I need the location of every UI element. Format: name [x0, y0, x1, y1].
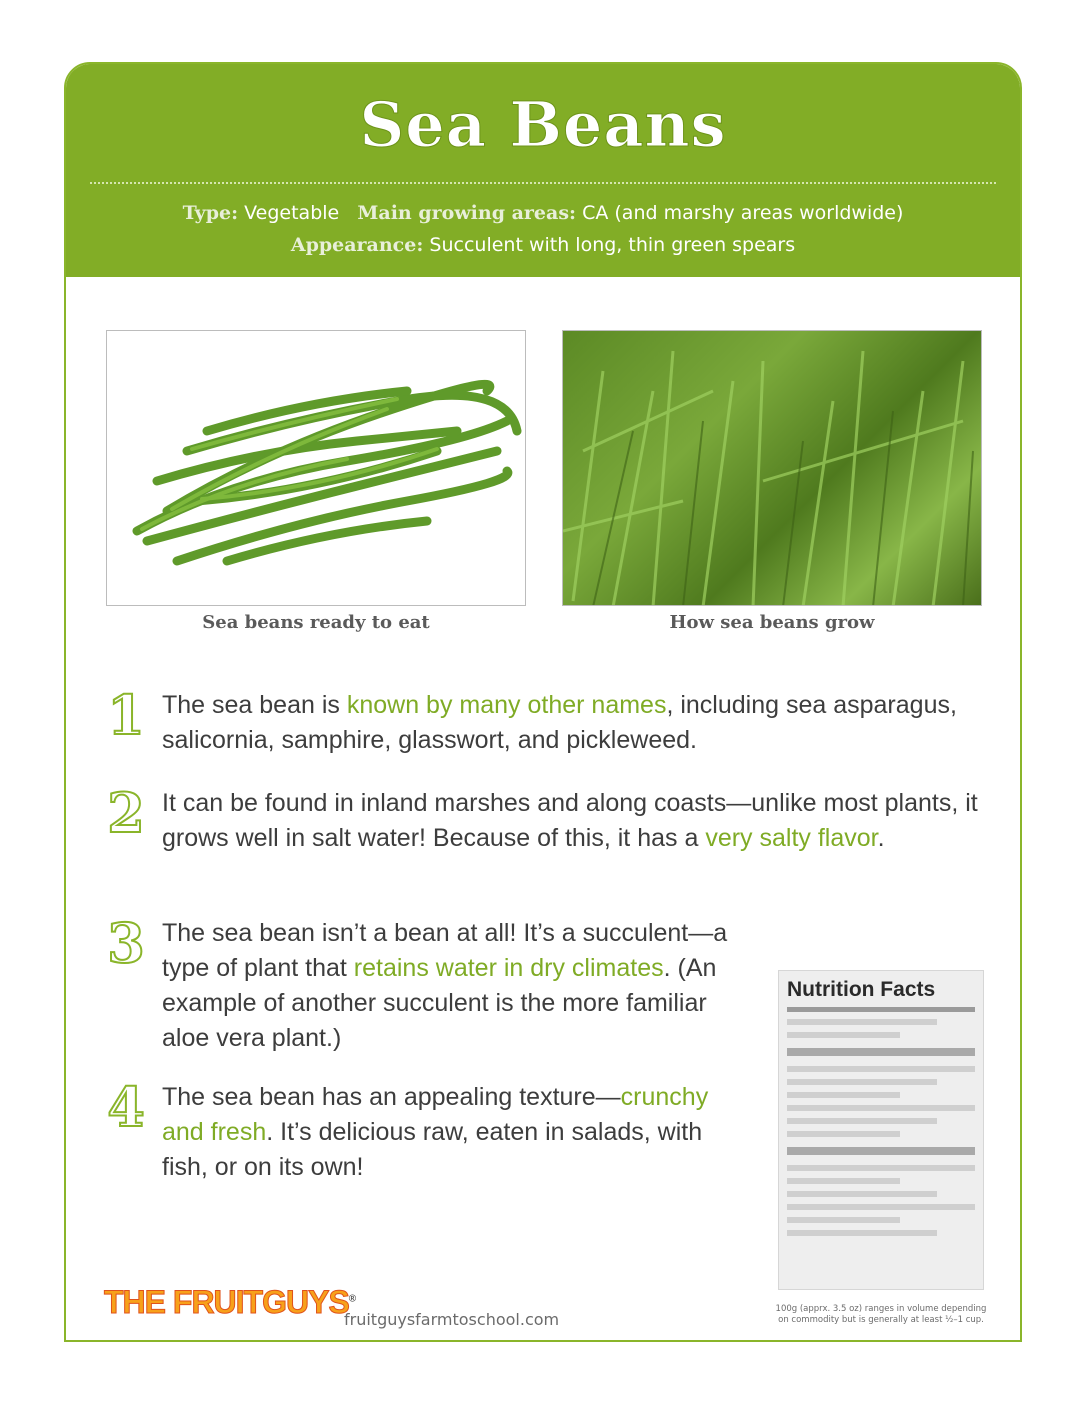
- areas-label: Main growing areas:: [357, 202, 577, 224]
- sea-beans-field-image: [563, 331, 982, 606]
- fact-highlight: known by many other names: [346, 691, 667, 719]
- dotted-divider: [90, 182, 996, 184]
- appearance-value: Succulent with long, thin green spears: [429, 234, 796, 256]
- type-value: Vegetable: [244, 202, 340, 224]
- fact-highlight: retains water in dry climates: [353, 954, 664, 982]
- page-title: Sea Beans: [359, 88, 727, 161]
- areas-value: CA (and marshy areas worldwide): [582, 202, 904, 224]
- website-link[interactable]: fruitguysfarmtoschool.com: [344, 1310, 560, 1329]
- photo-harvested-sea-beans: [106, 330, 526, 606]
- appearance-label: Appearance:: [290, 234, 424, 256]
- meta-line-appearance: [66, 234, 1020, 256]
- fact-highlight: crunchy and fresh: [162, 1083, 709, 1146]
- nutrition-title: Nutrition Facts: [787, 978, 936, 1001]
- nutrition-divider: [787, 1007, 975, 1012]
- fact-text: It can be found in inland marshes and along coasts—unlike most plants, it grows well in salt water! Because of this, it has a very salty flavor.: [162, 789, 978, 852]
- fruitguys-logo: THE FRUITGUYS®: [104, 1284, 356, 1320]
- sea-beans-bunch-image: [107, 331, 526, 606]
- fact-text: The sea bean isn’t a bean at all! It’s a succulent—a type of plant that retains water in dry climates. (An example of another succulent is the more familiar aloe vera plant.): [162, 919, 728, 1052]
- nutrition-footnote: 100g (apprx. 3.5 oz) ranges in volume depending on commodity but is generally at least ½–1 cup.: [775, 1304, 987, 1325]
- caption-how-grow: How sea beans grow: [669, 612, 875, 633]
- fact-number: 3: [107, 911, 145, 975]
- fact-sheet-card: [64, 62, 1022, 1342]
- fact-number: 4: [107, 1075, 145, 1139]
- type-label: Type:: [182, 202, 239, 224]
- fact-text: The sea bean is known by many other names, including sea asparagus, salicornia, samphire, glasswort, and pickleweed.: [162, 691, 957, 754]
- photo-growing-sea-beans: [562, 330, 982, 606]
- fact-number: 2: [107, 781, 145, 845]
- caption-ready-to-eat: Sea beans ready to eat: [202, 612, 430, 633]
- nutrition-facts-panel: [778, 970, 984, 1290]
- header-banner: [66, 64, 1020, 277]
- fact-text: The sea bean has an appealing texture—crunchy and fresh. It’s delicious raw, eaten in salads, with fish, or on its own!: [162, 1083, 709, 1181]
- meta-line-type-areas: [66, 202, 1020, 224]
- fact-highlight: very salty flavor: [705, 824, 878, 852]
- fact-number: 1: [107, 683, 145, 747]
